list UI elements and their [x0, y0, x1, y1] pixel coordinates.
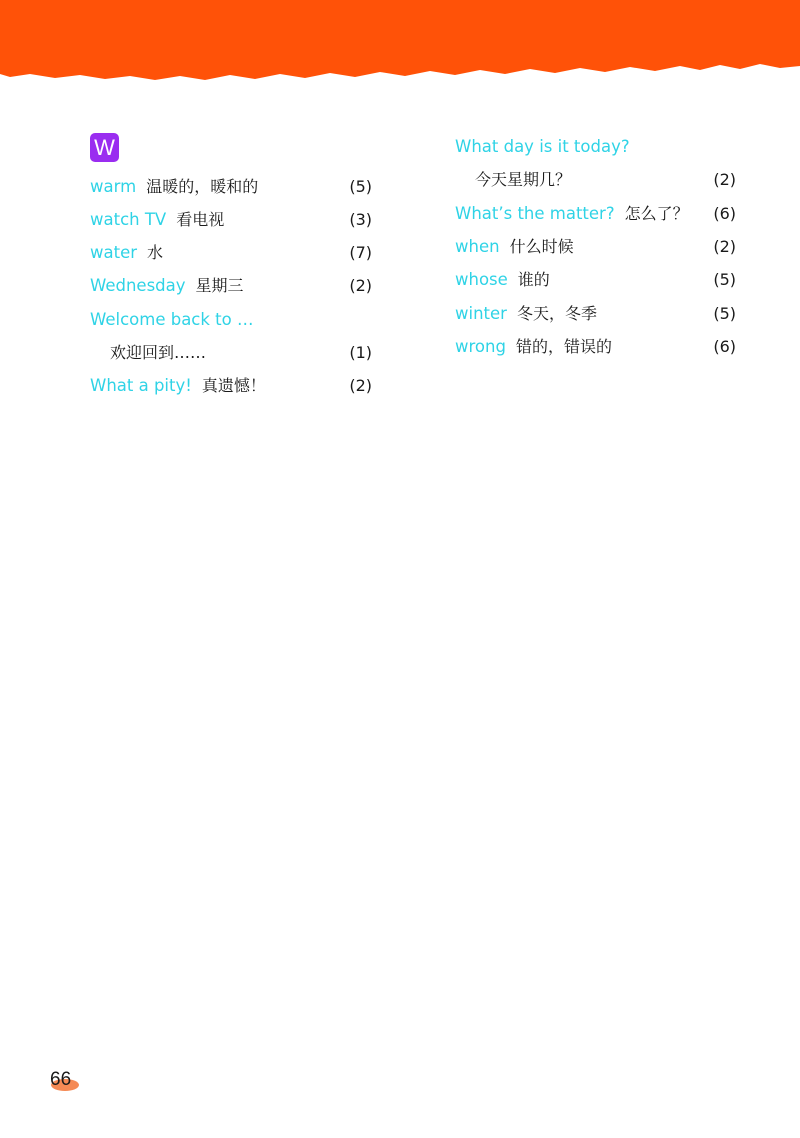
- list-item: [90, 174, 372, 200]
- chinese-meaning: 谁的: [517, 270, 550, 289]
- chinese-meaning: 错的，错误的: [515, 337, 612, 356]
- page-reference: (6): [713, 204, 736, 223]
- list-item: [455, 167, 736, 193]
- english-term: Wednesday: [90, 276, 186, 295]
- page-reference: (5): [713, 304, 736, 323]
- list-item: [90, 373, 372, 399]
- page-reference: (2): [349, 376, 372, 395]
- list-item: [90, 207, 372, 233]
- page-reference: (2): [713, 237, 736, 256]
- chinese-meaning: 水: [147, 243, 164, 262]
- chinese-meaning: 欢迎回到……: [110, 343, 207, 362]
- chinese-meaning: 今天星期几？: [475, 170, 572, 189]
- english-term: watch TV: [90, 210, 167, 229]
- chinese-meaning: 冬天，冬季: [516, 304, 597, 323]
- page-reference: (2): [713, 170, 736, 189]
- page-reference: (3): [349, 210, 372, 229]
- list-item: [455, 134, 736, 160]
- english-term: winter: [455, 304, 507, 323]
- chinese-meaning: 真遗憾！: [201, 376, 266, 395]
- page-reference: (6): [713, 337, 736, 356]
- page-reference: (5): [713, 270, 736, 289]
- chinese-meaning: 星期三: [195, 276, 244, 295]
- english-term: wrong: [455, 337, 506, 356]
- page-reference: (7): [349, 243, 372, 262]
- list-item: [455, 234, 736, 260]
- list-item: [90, 240, 372, 266]
- chinese-meaning: 温暖的，暖和的: [146, 177, 259, 196]
- english-term: when: [455, 237, 500, 256]
- list-item: [455, 301, 736, 327]
- page-number: [50, 1068, 80, 1094]
- english-term: Welcome back to …: [90, 310, 254, 329]
- list-item: [90, 340, 372, 366]
- list-item: [455, 267, 736, 293]
- header-band: [0, 0, 800, 82]
- chinese-meaning: 怎么了？: [624, 204, 689, 223]
- page-reference: (5): [349, 177, 372, 196]
- english-term: whose: [455, 270, 508, 289]
- english-term: What day is it today?: [455, 137, 630, 156]
- page-reference: (2): [349, 276, 372, 295]
- english-term: water: [90, 243, 138, 262]
- english-term: What’s the matter?: [455, 204, 615, 223]
- english-term: What a pity!: [90, 376, 192, 395]
- list-item: [455, 334, 736, 360]
- chinese-meaning: 什么时候: [509, 237, 574, 256]
- chinese-meaning: 看电视: [176, 210, 225, 229]
- list-item: [90, 273, 372, 299]
- list-item: [90, 307, 372, 333]
- page-number-text: 66: [50, 1069, 72, 1090]
- section-letter-badge: W: [90, 133, 119, 162]
- english-term: warm: [90, 177, 137, 196]
- page-reference: (1): [349, 343, 372, 362]
- list-item: [455, 201, 736, 227]
